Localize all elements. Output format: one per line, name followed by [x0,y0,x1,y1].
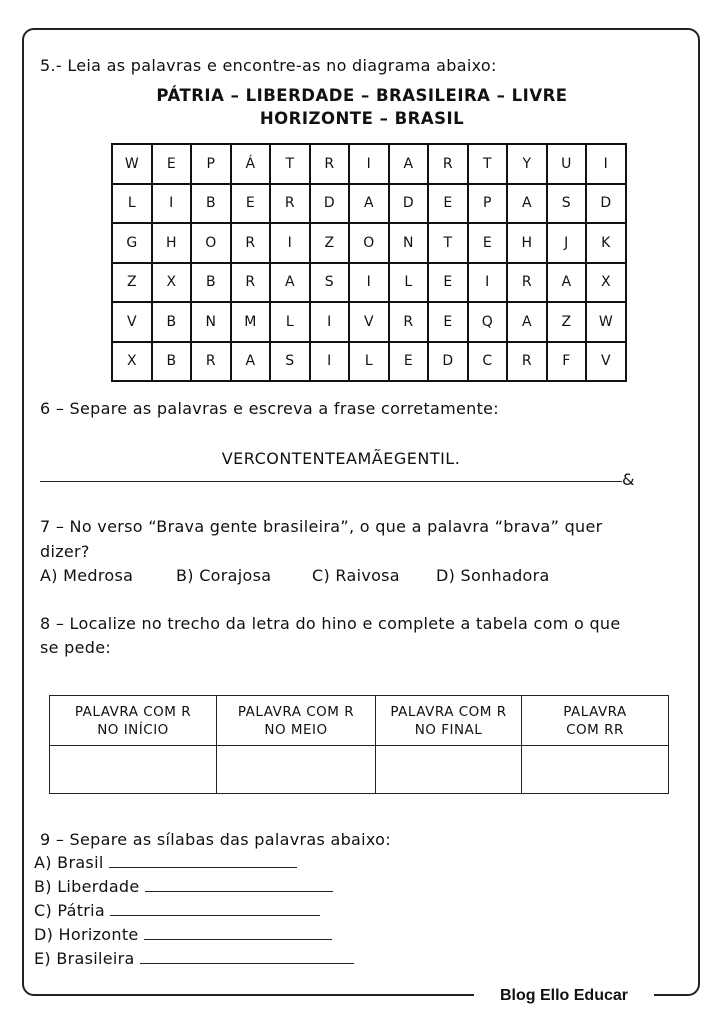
q8-prompt-line1: 8 – Localize no trecho da letra do hino e complete a tabela com o que [40,614,621,633]
grid-cell[interactable]: R [428,144,468,184]
grid-cell[interactable]: V [586,342,626,382]
grid-cell[interactable]: A [270,263,310,303]
grid-cell[interactable]: U [547,144,587,184]
grid-cell[interactable]: I [310,342,350,382]
grid-cell[interactable]: E [468,223,508,263]
grid-cell[interactable]: D [428,342,468,382]
grid-cell[interactable]: L [389,263,429,303]
grid-row [112,302,626,342]
answer-cell-r-final[interactable] [376,746,522,794]
grid-cell[interactable]: A [349,184,389,224]
grid-cell[interactable]: B [191,184,231,224]
grid-cell[interactable]: E [428,184,468,224]
grid-cell[interactable]: G [112,223,152,263]
grid-cell[interactable]: H [152,223,192,263]
grid-cell[interactable]: E [428,302,468,342]
grid-cell[interactable]: O [191,223,231,263]
q9-item-b: B) Liberdade [34,877,333,896]
grid-cell[interactable]: B [152,302,192,342]
grid-cell[interactable]: L [270,302,310,342]
grid-cell[interactable]: T [468,144,508,184]
q9-answer-blank-a[interactable] [109,867,297,868]
grid-cell[interactable]: D [586,184,626,224]
grid-cell[interactable]: R [507,342,547,382]
grid-cell[interactable]: R [310,144,350,184]
grid-cell[interactable]: E [231,184,271,224]
grid-cell[interactable]: I [586,144,626,184]
grid-cell[interactable]: E [428,263,468,303]
grid-cell[interactable]: I [468,263,508,303]
grid-cell[interactable]: I [152,184,192,224]
q6-end-mark: & [622,470,635,489]
grid-cell[interactable]: R [231,223,271,263]
grid-cell[interactable]: J [547,223,587,263]
grid-cell[interactable]: N [389,223,429,263]
grid-cell[interactable]: L [349,342,389,382]
q5-words-line2: HORIZONTE – BRASIL [259,109,465,128]
grid-cell[interactable]: R [507,263,547,303]
q9-prompt: 9 – Separe as sílabas das palavras abaixo: [40,830,391,849]
grid-cell[interactable]: P [191,144,231,184]
grid-cell[interactable]: S [270,342,310,382]
grid-cell[interactable]: A [507,184,547,224]
grid-cell[interactable]: S [547,184,587,224]
header-rr: PALAVRA COM RR [522,696,669,746]
q6-prompt: 6 – Separe as palavras e escreva a frase corretamente: [40,399,499,418]
q9-item-a: A) Brasil [34,853,297,872]
grid-cell[interactable]: I [310,302,350,342]
q5-words-line1: PÁTRIA – LIBERDADE – BRASILEIRA – LIVRE [156,86,568,105]
grid-cell[interactable]: L [112,184,152,224]
grid-cell[interactable]: Q [468,302,508,342]
q5-prompt: 5.- Leia as palavras e encontre-as no diagrama abaixo: [40,56,497,75]
grid-cell[interactable]: N [191,302,231,342]
q7-option-b[interactable]: B) Corajosa [176,566,272,585]
grid-cell[interactable]: I [349,144,389,184]
grid-row [112,144,626,184]
q9-item-e: E) Brasileira [34,949,354,968]
grid-cell[interactable]: Z [310,223,350,263]
q6-answer-line[interactable] [40,481,622,482]
q7-prompt-line2: dizer? [40,542,90,561]
grid-cell[interactable]: D [310,184,350,224]
grid-cell[interactable]: W [586,302,626,342]
q9-answer-blank-e[interactable] [140,963,354,964]
q9-answer-blank-c[interactable] [110,915,320,916]
header-r-meio: PALAVRA COM R NO MEIO [217,696,376,746]
grid-cell[interactable]: P [468,184,508,224]
word-search-grid [111,143,627,382]
grid-cell[interactable]: X [112,342,152,382]
grid-cell[interactable]: Z [112,263,152,303]
grid-row [112,263,626,303]
q7-option-a[interactable]: A) Medrosa [40,566,134,585]
grid-cell[interactable]: S [310,263,350,303]
grid-row [112,342,626,382]
grid-cell[interactable]: C [468,342,508,382]
grid-cell[interactable]: E [152,144,192,184]
grid-cell[interactable]: B [191,263,231,303]
grid-cell[interactable]: A [507,302,547,342]
q6-scrambled-phrase: VERCONTENTEAMÃEGENTIL. [221,449,461,468]
q7-option-c[interactable]: C) Raivosa [312,566,400,585]
grid-cell[interactable]: Z [547,302,587,342]
q8-prompt-line2: se pede: [40,638,112,657]
q7-prompt-line1: 7 – No verso “Brava gente brasileira”, o que a palavra “brava” quer [40,517,603,536]
grid-cell[interactable]: A [389,144,429,184]
grid-cell[interactable]: X [152,263,192,303]
grid-cell[interactable]: T [270,144,310,184]
grid-row [112,184,626,224]
q9-item-c: C) Pátria [34,901,320,920]
q9-answer-blank-b[interactable] [145,891,333,892]
q7-option-d[interactable]: D) Sonhadora [436,566,550,585]
footer-brand: Blog Ello Educar [474,984,654,1008]
grid-cell[interactable]: F [547,342,587,382]
grid-cell[interactable]: I [270,223,310,263]
grid-cell[interactable]: V [349,302,389,342]
answer-cell-r-meio[interactable] [217,746,376,794]
header-r-inicio: PALAVRA COM R NO INÍCIO [50,696,217,746]
grid-cell[interactable]: W [112,144,152,184]
q9-item-d: D) Horizonte [34,925,332,944]
grid-cell[interactable]: B [152,342,192,382]
grid-cell[interactable]: X [586,263,626,303]
answer-cell-rr[interactable] [522,746,669,794]
grid-cell[interactable]: R [270,184,310,224]
grid-cell[interactable]: T [428,223,468,263]
grid-cell[interactable]: Á [231,144,271,184]
grid-row [112,223,626,263]
grid-cell[interactable]: M [231,302,271,342]
grid-cell[interactable]: A [547,263,587,303]
grid-cell[interactable]: E [389,342,429,382]
grid-cell[interactable]: H [507,223,547,263]
answer-cell-r-inicio[interactable] [50,746,217,794]
grid-cell[interactable]: A [231,342,271,382]
grid-cell[interactable]: R [231,263,271,303]
grid-cell[interactable]: V [112,302,152,342]
grid-cell[interactable]: Y [507,144,547,184]
grid-cell[interactable]: I [349,263,389,303]
grid-cell[interactable]: R [191,342,231,382]
grid-cell[interactable]: K [586,223,626,263]
grid-cell[interactable]: D [389,184,429,224]
q9-answer-blank-d[interactable] [144,939,332,940]
header-r-final: PALAVRA COM R NO FINAL [376,696,522,746]
grid-cell[interactable]: O [349,223,389,263]
q8-table [49,695,669,794]
grid-cell[interactable]: R [389,302,429,342]
